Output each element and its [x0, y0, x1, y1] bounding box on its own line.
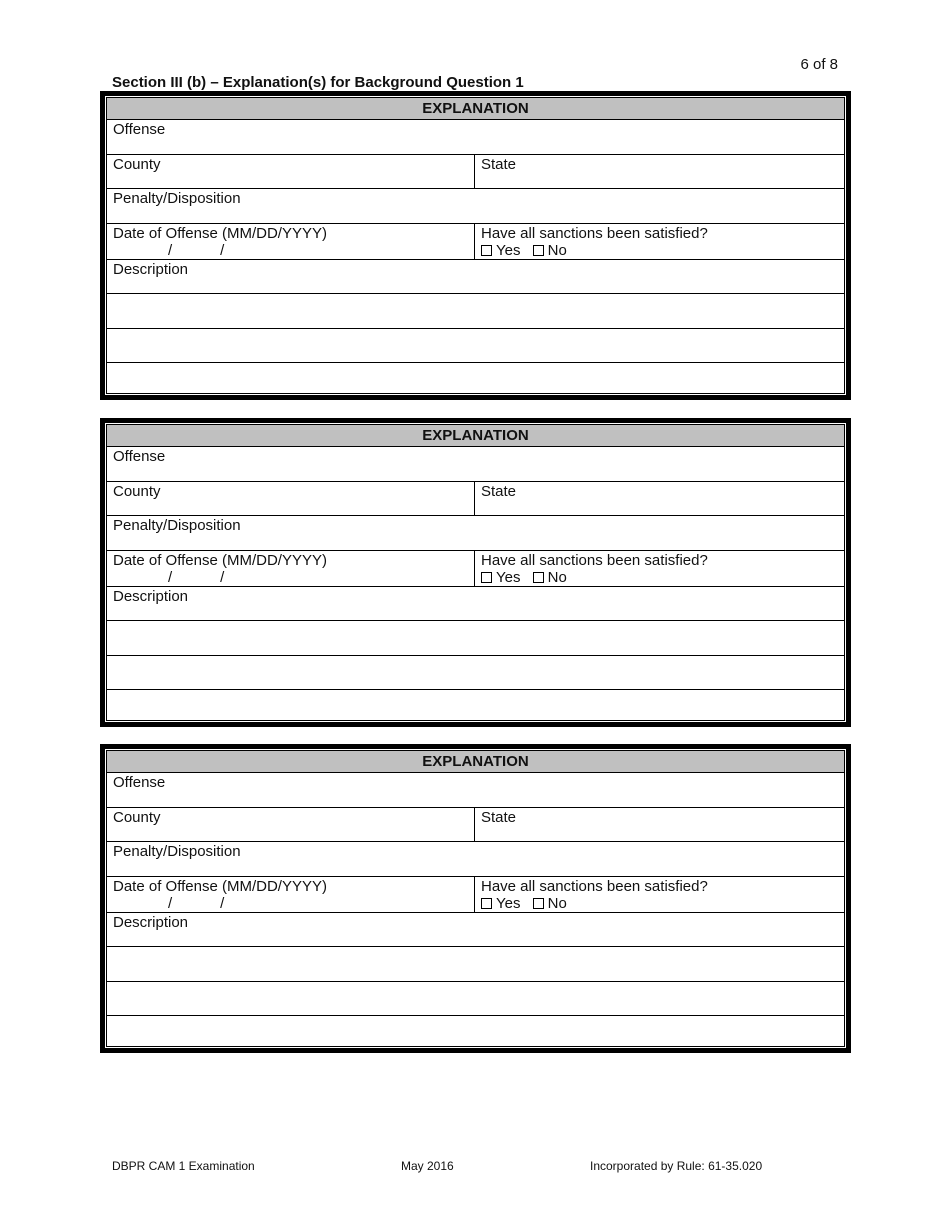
date-slash: /	[168, 241, 173, 259]
description-field[interactable]	[107, 260, 844, 294]
county-state-row	[107, 482, 844, 517]
yes-checkbox[interactable]	[481, 898, 492, 909]
no-checkbox[interactable]	[533, 898, 544, 909]
offense-label: Offense	[113, 774, 166, 791]
date-slash: /	[168, 568, 173, 586]
state-field[interactable]	[475, 482, 844, 516]
description-line[interactable]	[107, 982, 844, 1017]
description-field[interactable]	[107, 587, 844, 621]
county-field[interactable]	[107, 482, 475, 516]
description-line[interactable]	[107, 621, 844, 656]
date-slash: /	[220, 568, 225, 586]
county-label: County	[113, 482, 161, 500]
footer-rule: Incorporated by Rule: 61-35.020	[590, 1159, 763, 1173]
offense-row	[107, 773, 844, 808]
footer-form-name: DBPR CAM 1 Examination	[112, 1159, 255, 1173]
description-label: Description	[113, 587, 189, 605]
date-label: Date of Offense (MM/DD/YYYY)	[113, 551, 327, 569]
offense-label: Offense	[113, 448, 166, 465]
state-label: State	[481, 155, 517, 173]
state-label: State	[481, 808, 517, 826]
description-label: Description	[113, 913, 189, 931]
date-sanctions-row	[107, 877, 844, 913]
date-slash: /	[168, 894, 173, 912]
yes-checkbox[interactable]	[481, 572, 492, 583]
description-line[interactable]	[107, 294, 844, 329]
footer-date: May 2016	[401, 1159, 454, 1173]
date-label: Date of Offense (MM/DD/YYYY)	[113, 224, 327, 242]
description-row	[107, 913, 844, 948]
yes-label: Yes	[496, 241, 521, 259]
no-checkbox[interactable]	[533, 572, 544, 583]
explanation-block	[100, 744, 851, 1053]
explanation-header: EXPLANATION	[107, 425, 844, 447]
sanctions-question: Have all sanctions been satisfied?	[481, 877, 708, 895]
explanation-block	[100, 418, 851, 727]
penalty-field[interactable]	[107, 189, 844, 223]
explanation-header: EXPLANATION	[107, 751, 844, 773]
sanctions-question: Have all sanctions been satisfied?	[481, 224, 708, 242]
date-slashes	[113, 569, 468, 587]
date-slashes	[113, 895, 468, 913]
sanctions-question: Have all sanctions been satisfied?	[481, 551, 708, 569]
penalty-row	[107, 516, 844, 551]
penalty-field[interactable]	[107, 516, 844, 550]
section-title: Section III (b) – Explanation(s) for Background Question 1	[112, 74, 524, 91]
penalty-label: Penalty/Disposition	[113, 517, 241, 534]
page-number: 6 of 8	[800, 56, 838, 73]
explanation-block	[100, 91, 851, 400]
offense-field[interactable]	[107, 773, 844, 807]
penalty-label: Penalty/Disposition	[113, 843, 241, 860]
penalty-row	[107, 189, 844, 224]
description-field[interactable]	[107, 913, 844, 947]
date-label: Date of Offense (MM/DD/YYYY)	[113, 877, 327, 895]
penalty-row	[107, 842, 844, 877]
county-label: County	[113, 808, 161, 826]
penalty-label: Penalty/Disposition	[113, 190, 241, 207]
county-state-row	[107, 155, 844, 190]
yes-label: Yes	[496, 568, 521, 586]
date-sanctions-row	[107, 551, 844, 587]
offense-row	[107, 120, 844, 155]
date-of-offense-field[interactable]	[107, 224, 475, 259]
sanctions-field	[475, 551, 844, 586]
county-field[interactable]	[107, 155, 475, 189]
explanation-header: EXPLANATION	[107, 98, 844, 120]
description-line[interactable]	[107, 1016, 844, 1051]
offense-label: Offense	[113, 121, 166, 138]
no-label: No	[547, 568, 567, 586]
sanctions-field	[475, 224, 844, 259]
yes-checkbox[interactable]	[481, 245, 492, 256]
county-label: County	[113, 155, 161, 173]
description-line[interactable]	[107, 329, 844, 364]
state-field[interactable]	[475, 155, 844, 189]
date-slash: /	[220, 241, 225, 259]
date-of-offense-field[interactable]	[107, 551, 475, 586]
state-label: State	[481, 482, 517, 500]
description-label: Description	[113, 260, 189, 278]
state-field[interactable]	[475, 808, 844, 842]
sanctions-field	[475, 877, 844, 912]
no-checkbox[interactable]	[533, 245, 544, 256]
description-line[interactable]	[107, 656, 844, 691]
description-line[interactable]	[107, 690, 844, 725]
description-row	[107, 260, 844, 295]
date-slash: /	[220, 894, 225, 912]
county-field[interactable]	[107, 808, 475, 842]
county-state-row	[107, 808, 844, 843]
date-sanctions-row	[107, 224, 844, 260]
date-slashes	[113, 242, 468, 260]
yes-label: Yes	[496, 894, 521, 912]
description-row	[107, 587, 844, 622]
date-of-offense-field[interactable]	[107, 877, 475, 912]
description-line[interactable]	[107, 947, 844, 982]
offense-field[interactable]	[107, 447, 844, 481]
offense-field[interactable]	[107, 120, 844, 154]
penalty-field[interactable]	[107, 842, 844, 876]
description-line[interactable]	[107, 363, 844, 398]
offense-row	[107, 447, 844, 482]
no-label: No	[547, 894, 567, 912]
no-label: No	[547, 241, 567, 259]
